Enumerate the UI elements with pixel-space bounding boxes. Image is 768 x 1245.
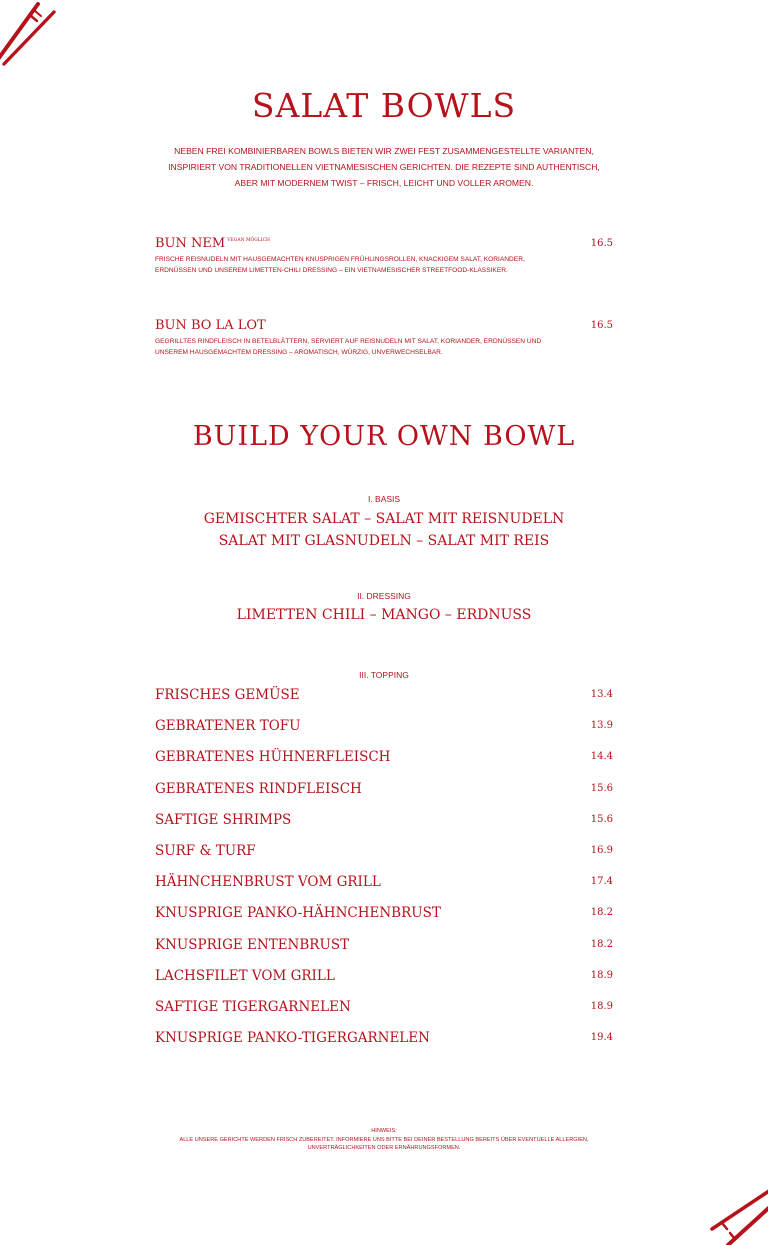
topping-item bbox=[155, 1027, 613, 1058]
topping-price: 13.4 bbox=[590, 689, 613, 700]
chopsticks-icon bbox=[0, 0, 60, 70]
dressing-label: II. DRESSING bbox=[357, 591, 411, 601]
note-line: UNVERTRÄGLICHKEITEN ODER ERNÄHRUNGSFORMEN. bbox=[307, 1145, 461, 1151]
topping-name: HÄHNCHENBRUST VOM GRILL bbox=[155, 874, 381, 891]
topping-item bbox=[155, 996, 613, 1027]
basis-label: I. BASIS bbox=[367, 494, 401, 504]
topping-item bbox=[155, 840, 613, 871]
dish-description bbox=[155, 336, 613, 358]
topping-item bbox=[155, 715, 613, 746]
basis-line: SALAT MIT GLASNUDELN – SALAT MIT REIS bbox=[218, 533, 550, 549]
topping-item bbox=[155, 684, 613, 715]
basis-options bbox=[0, 508, 768, 552]
topping-price: 18.9 bbox=[590, 1000, 613, 1012]
note-line: ALLE UNSERE GERICHTE WERDEN FRISCH ZUBEREITET. INFORMIERE UNS BITTE BEI DEINER BESTELLUNG BEREITS ÜBER EVENTUELLE ALLERGIEN, bbox=[179, 1136, 589, 1143]
intro-line: INSPIRIERT VON TRADITIONELLEN VIETNAMESISCHEN GERICHTEN. DIE REZEPTE SIND AUTHENTISCH, bbox=[168, 162, 600, 172]
description-line: GEGRILLTES RINDFLEISCH IN BETELBLÄTTERN, SERVIERT AUF REISNUDELN MIT SALAT, KORIANDER, ERDNÜSSEN UND bbox=[155, 338, 542, 345]
dish-bun-nem bbox=[155, 236, 613, 276]
topping-item bbox=[155, 746, 613, 777]
topping-price: 16.9 bbox=[590, 844, 613, 856]
description-line: ERDNÜSSEN UND UNSEREM LIMETTEN-CHILI DRESSING – EIN VIETNAMESISCHER STREETFOOD-KLASSIKER. bbox=[155, 267, 508, 274]
topping-name: SAFTIGE SHRIMPS bbox=[155, 811, 292, 828]
topping-price: 13.9 bbox=[590, 720, 613, 732]
topping-item bbox=[155, 778, 613, 809]
topping-name: LACHSFILET VOM GRILL bbox=[155, 967, 335, 984]
topping-name: KNUSPRIGE PANKO-TIGERGARNELEN bbox=[155, 1030, 430, 1047]
salad-intro bbox=[100, 143, 668, 191]
dish-name: BUN BO LA LOT bbox=[155, 318, 266, 333]
topping-price: 15.6 bbox=[590, 813, 613, 825]
dish-bun-bo-la-lot bbox=[155, 318, 613, 358]
dressing-line: LIMETTEN CHILI – MANGO – ERDNUSS bbox=[236, 607, 532, 623]
topping-name: GEBRATENES HÜHNERFLEISCH bbox=[155, 749, 391, 766]
dish-price: 16.5 bbox=[590, 238, 613, 249]
topping-item bbox=[155, 965, 613, 996]
topping-label: III. TOPPING bbox=[359, 670, 409, 680]
build-your-own-bowl-title: BUILD YOUR OWN BOWL bbox=[192, 421, 576, 452]
topping-price: 18.9 bbox=[590, 969, 613, 981]
dressing-options bbox=[0, 604, 768, 626]
description-line: FRISCHE REISNUDELN MIT HAUSGEMACHTEN KNUSPRIGEN FRÜHLINGSROLLEN, KNACKIGEM SALAT, KORIANDER, bbox=[155, 256, 525, 263]
intro-line: NEBEN FREI KOMBINIERBAREN BOWLS BIETEN WIR ZWEI FEST ZUSAMMENGESTELLTE VARIANTEN, bbox=[174, 146, 594, 156]
topping-item bbox=[155, 902, 613, 933]
topping-name: FRISCHES GEMÜSE bbox=[155, 687, 300, 703]
vegan-tag: VEGAN MÖGLICH bbox=[227, 238, 270, 243]
topping-price: 17.4 bbox=[590, 876, 613, 888]
intro-line: ABER MIT MODERNEM TWIST – FRISCH, LEICHT UND VOLLER AROMEN. bbox=[234, 178, 534, 188]
topping-name: KNUSPRIGE PANKO-HÄHNCHENBRUST bbox=[155, 905, 441, 922]
chopsticks-icon bbox=[708, 1185, 768, 1245]
topping-price: 19.4 bbox=[590, 1032, 613, 1044]
topping-name: SURF & TURF bbox=[155, 842, 256, 859]
topping-price: 15.6 bbox=[590, 782, 613, 794]
topping-item bbox=[155, 871, 613, 902]
topping-price: 14.4 bbox=[590, 751, 613, 763]
allergy-note bbox=[0, 1127, 768, 1153]
basis-line: GEMISCHTER SALAT – SALAT MIT REISNUDELN bbox=[203, 511, 565, 527]
dish-description bbox=[155, 254, 613, 276]
topping-item bbox=[155, 934, 613, 965]
note-heading: HINWEIS: bbox=[371, 1128, 397, 1134]
description-line: UNSEREM HAUSGEMACHTEM DRESSING – AROMATISCH, WÜRZIG, UNVERWECHSELBAR. bbox=[155, 349, 443, 356]
topping-name: KNUSPRIGE ENTENBRUST bbox=[155, 936, 350, 953]
dish-price: 16.5 bbox=[590, 320, 613, 331]
topping-name: GEBRATENER TOFU bbox=[155, 718, 301, 735]
salat-bowls-title: SALAT BOWLS bbox=[251, 86, 517, 125]
topping-price: 18.2 bbox=[590, 907, 613, 919]
topping-price: 18.2 bbox=[590, 938, 613, 950]
topping-name: SAFTIGE TIGERGARNELEN bbox=[155, 998, 351, 1015]
topping-list bbox=[155, 684, 613, 1058]
dish-name: BUN NEM bbox=[155, 236, 226, 251]
topping-item bbox=[155, 809, 613, 840]
topping-name: GEBRATENES RINDFLEISCH bbox=[155, 780, 362, 797]
